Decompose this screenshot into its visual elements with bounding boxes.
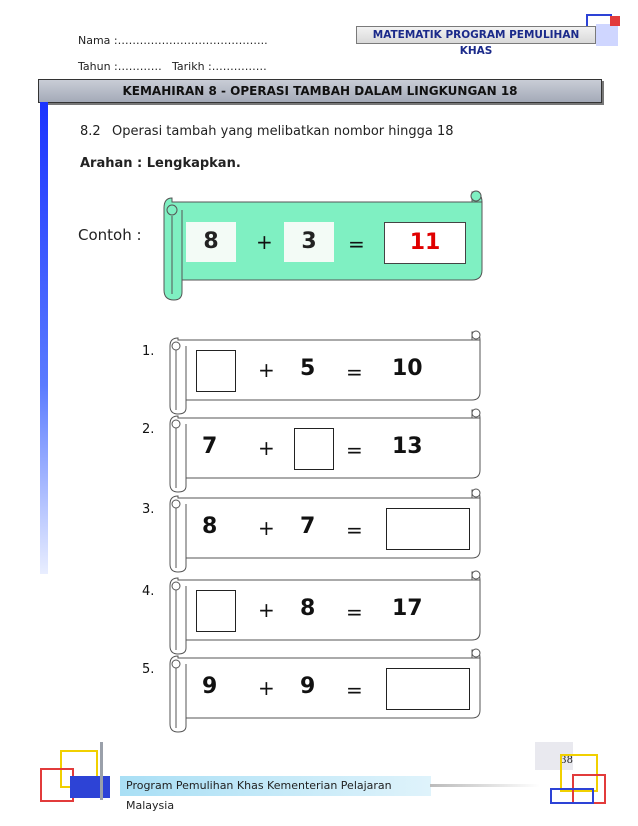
decor-squares-bottom-right: [540, 744, 610, 804]
addend-1: 9: [202, 674, 218, 699]
year-field: Tahun :…………: [78, 60, 162, 73]
addend-2: 7: [300, 514, 316, 539]
left-stripe: [40, 102, 48, 574]
subtitle: [80, 124, 454, 139]
subtitle-text: Operasi tambah yang melibatkan nombor hingga 18: [112, 124, 454, 139]
addend-1-blank-box[interactable]: [196, 590, 236, 632]
addend-2: 5: [300, 356, 316, 381]
equals-sign: =: [346, 600, 363, 624]
example-label: Contoh :: [78, 226, 142, 244]
addend-2-blank-box[interactable]: [294, 428, 334, 470]
footer-line: [430, 784, 540, 787]
plus-sign: +: [258, 516, 275, 540]
addend-2: 9: [300, 674, 316, 699]
sum-blank-box[interactable]: [386, 508, 470, 550]
plus-sign: +: [258, 358, 275, 382]
footer-bar: Program Pemulihan Khas Kementerian Pelajaran Malaysia: [120, 776, 431, 796]
sum-blank-box[interactable]: [386, 668, 470, 710]
question-scroll: [166, 330, 488, 414]
program-banner: MATEMATIK PROGRAM PEMULIHAN KHAS: [356, 26, 596, 44]
question-scroll: [166, 570, 488, 654]
question-number: 5.: [142, 662, 155, 677]
equals-sign: =: [346, 360, 363, 384]
plus-sign: +: [258, 598, 275, 622]
equals-sign: =: [346, 518, 363, 542]
question-number: 4.: [142, 584, 155, 599]
example-plus: +: [256, 230, 273, 254]
equals-sign: =: [346, 678, 363, 702]
addend-1: 8: [202, 514, 218, 539]
subtitle-number: 8.2: [80, 124, 101, 139]
plus-sign: +: [258, 676, 275, 700]
instruction: Arahan : Lengkapkan.: [80, 156, 241, 171]
example-addend-1: 8: [186, 222, 236, 262]
decor-squares-bottom-left: [30, 742, 130, 802]
question-scroll: [166, 648, 488, 732]
date-field: Tarikh :……………: [172, 60, 267, 73]
plus-sign: +: [258, 436, 275, 460]
example-scroll: [160, 188, 492, 300]
page-number: 38: [535, 742, 573, 770]
question-scroll: [166, 408, 488, 492]
page-title: KEMAHIRAN 8 - OPERASI TAMBAH DALAM LINGKUNGAN 18: [38, 79, 602, 103]
name-field: Nama :…………………………………..: [78, 34, 268, 47]
sum: 13: [392, 434, 423, 459]
sum: 10: [392, 356, 423, 381]
addend-2: 8: [300, 596, 316, 621]
addend-1: 7: [202, 434, 218, 459]
question-number: 2.: [142, 422, 155, 437]
question-number: 1.: [142, 344, 155, 359]
addend-1-blank-box[interactable]: [196, 350, 236, 392]
example-addend-2: 3: [284, 222, 334, 262]
equals-sign: =: [346, 438, 363, 462]
example-equals: =: [348, 232, 365, 256]
example-answer: 11: [384, 222, 466, 264]
question-number: 3.: [142, 502, 155, 517]
sum: 17: [392, 596, 423, 621]
question-scroll: [166, 488, 488, 572]
